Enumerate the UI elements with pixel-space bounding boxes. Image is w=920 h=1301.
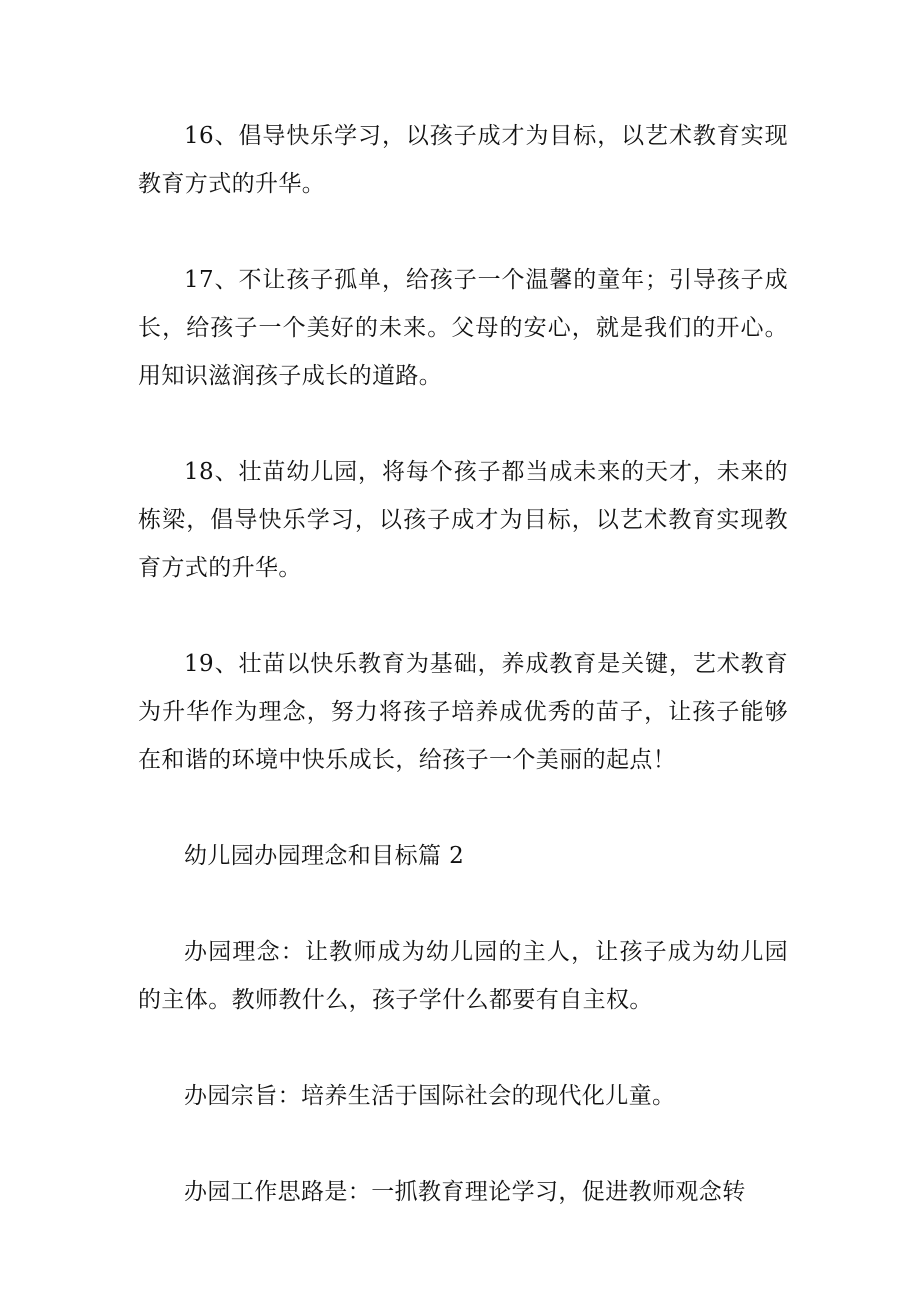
paragraph-18: 18、壮苗幼儿园，将每个孩子都当成未来的天才，未来的栋梁，倡导快乐学习，以孩子成才为目标，以艺术教育实现教育方式的升华。 xyxy=(138,459,788,581)
document-body xyxy=(138,112,788,1216)
paragraph-17: 17、不让孩子孤单，给孩子一个温馨的童年；引导孩子成长，给孩子一个美好的未来。父母的安心，就是我们的开心。用知识滋润孩子成长的道路。 xyxy=(138,267,788,389)
paragraph-19: 19、壮苗以快乐教育为基础，养成教育是关键，艺术教育为升华作为理念，努力将孩子培养成优秀的苗子，让孩子能够在和谐的环境中快乐成长，给孩子一个美丽的起点！ xyxy=(138,651,788,773)
paragraph-16: 16、倡导快乐学习，以孩子成才为目标，以艺术教育实现教育方式的升华。 xyxy=(138,123,788,197)
paragraph-work-approach: 办园工作思路是：一抓教育理论学习，促进教师观念转 xyxy=(184,1179,746,1205)
section-heading: 幼儿园办园理念和目标篇 2 xyxy=(184,843,465,869)
paragraph-philosophy: 办园理念：让教师成为幼儿园的主人，让孩子成为幼儿园的主体。教师教什么，孩子学什么都要有自主权。 xyxy=(138,939,788,1013)
paragraph-purpose: 办园宗旨：培养生活于国际社会的现代化儿童。 xyxy=(184,1083,676,1109)
